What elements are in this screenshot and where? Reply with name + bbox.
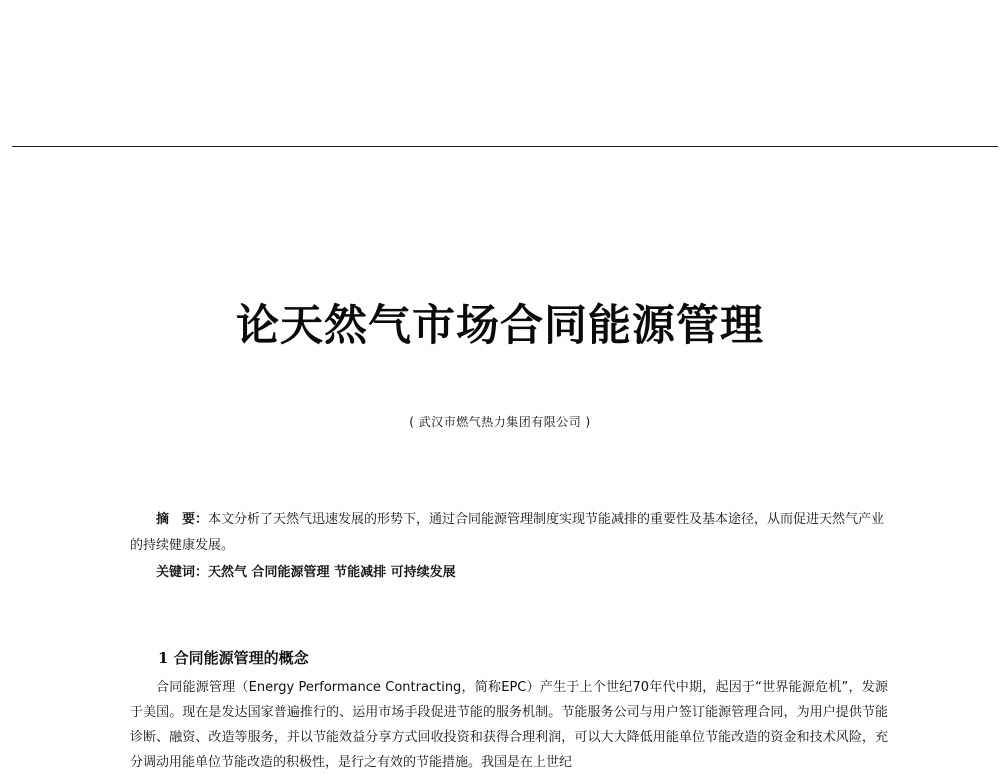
section-paragraph: 合同能源管理（Energy Performance Contracting，简称EPC）产生于上个世纪70年代中期，起因于“世界能源危机”，发源于美国。现在是发达国家普遍推行的、运用市场手段促进节能的服务机制。节能服务公司与用户签订能源管理合同，为用户提供节能诊断、融资、改造等服务，并以节能效益分享方式回收投资和获得合理利润，可以大大降低用能单位节能改造的资金和技术风险，充分调动用能单位节能改造的积极性，是行之有效的节能措施。我国是在上世纪 xyxy=(130,680,888,770)
keywords-text: 天然气 合同能源管理 节能减排 可持续发展 xyxy=(208,565,456,580)
keywords-label: 关键词： xyxy=(156,565,209,580)
abstract-label: 摘 要： xyxy=(156,512,209,527)
header-rule xyxy=(12,146,998,147)
section-heading: 1 合同能源管理的概念 xyxy=(158,649,309,667)
affiliation: ( 武汉市燃气热力集团有限公司 ) xyxy=(409,415,591,429)
abstract xyxy=(130,507,888,559)
abstract-text: 本文分析了天然气迅速发展的形势下，通过合同能源管理制度实现节能减排的重要性及基本途径，从而促进天然气产业的持续健康发展。 xyxy=(130,512,885,553)
paper-title: 论天然气市场合同能源管理 xyxy=(236,301,764,351)
keywords xyxy=(156,561,456,580)
